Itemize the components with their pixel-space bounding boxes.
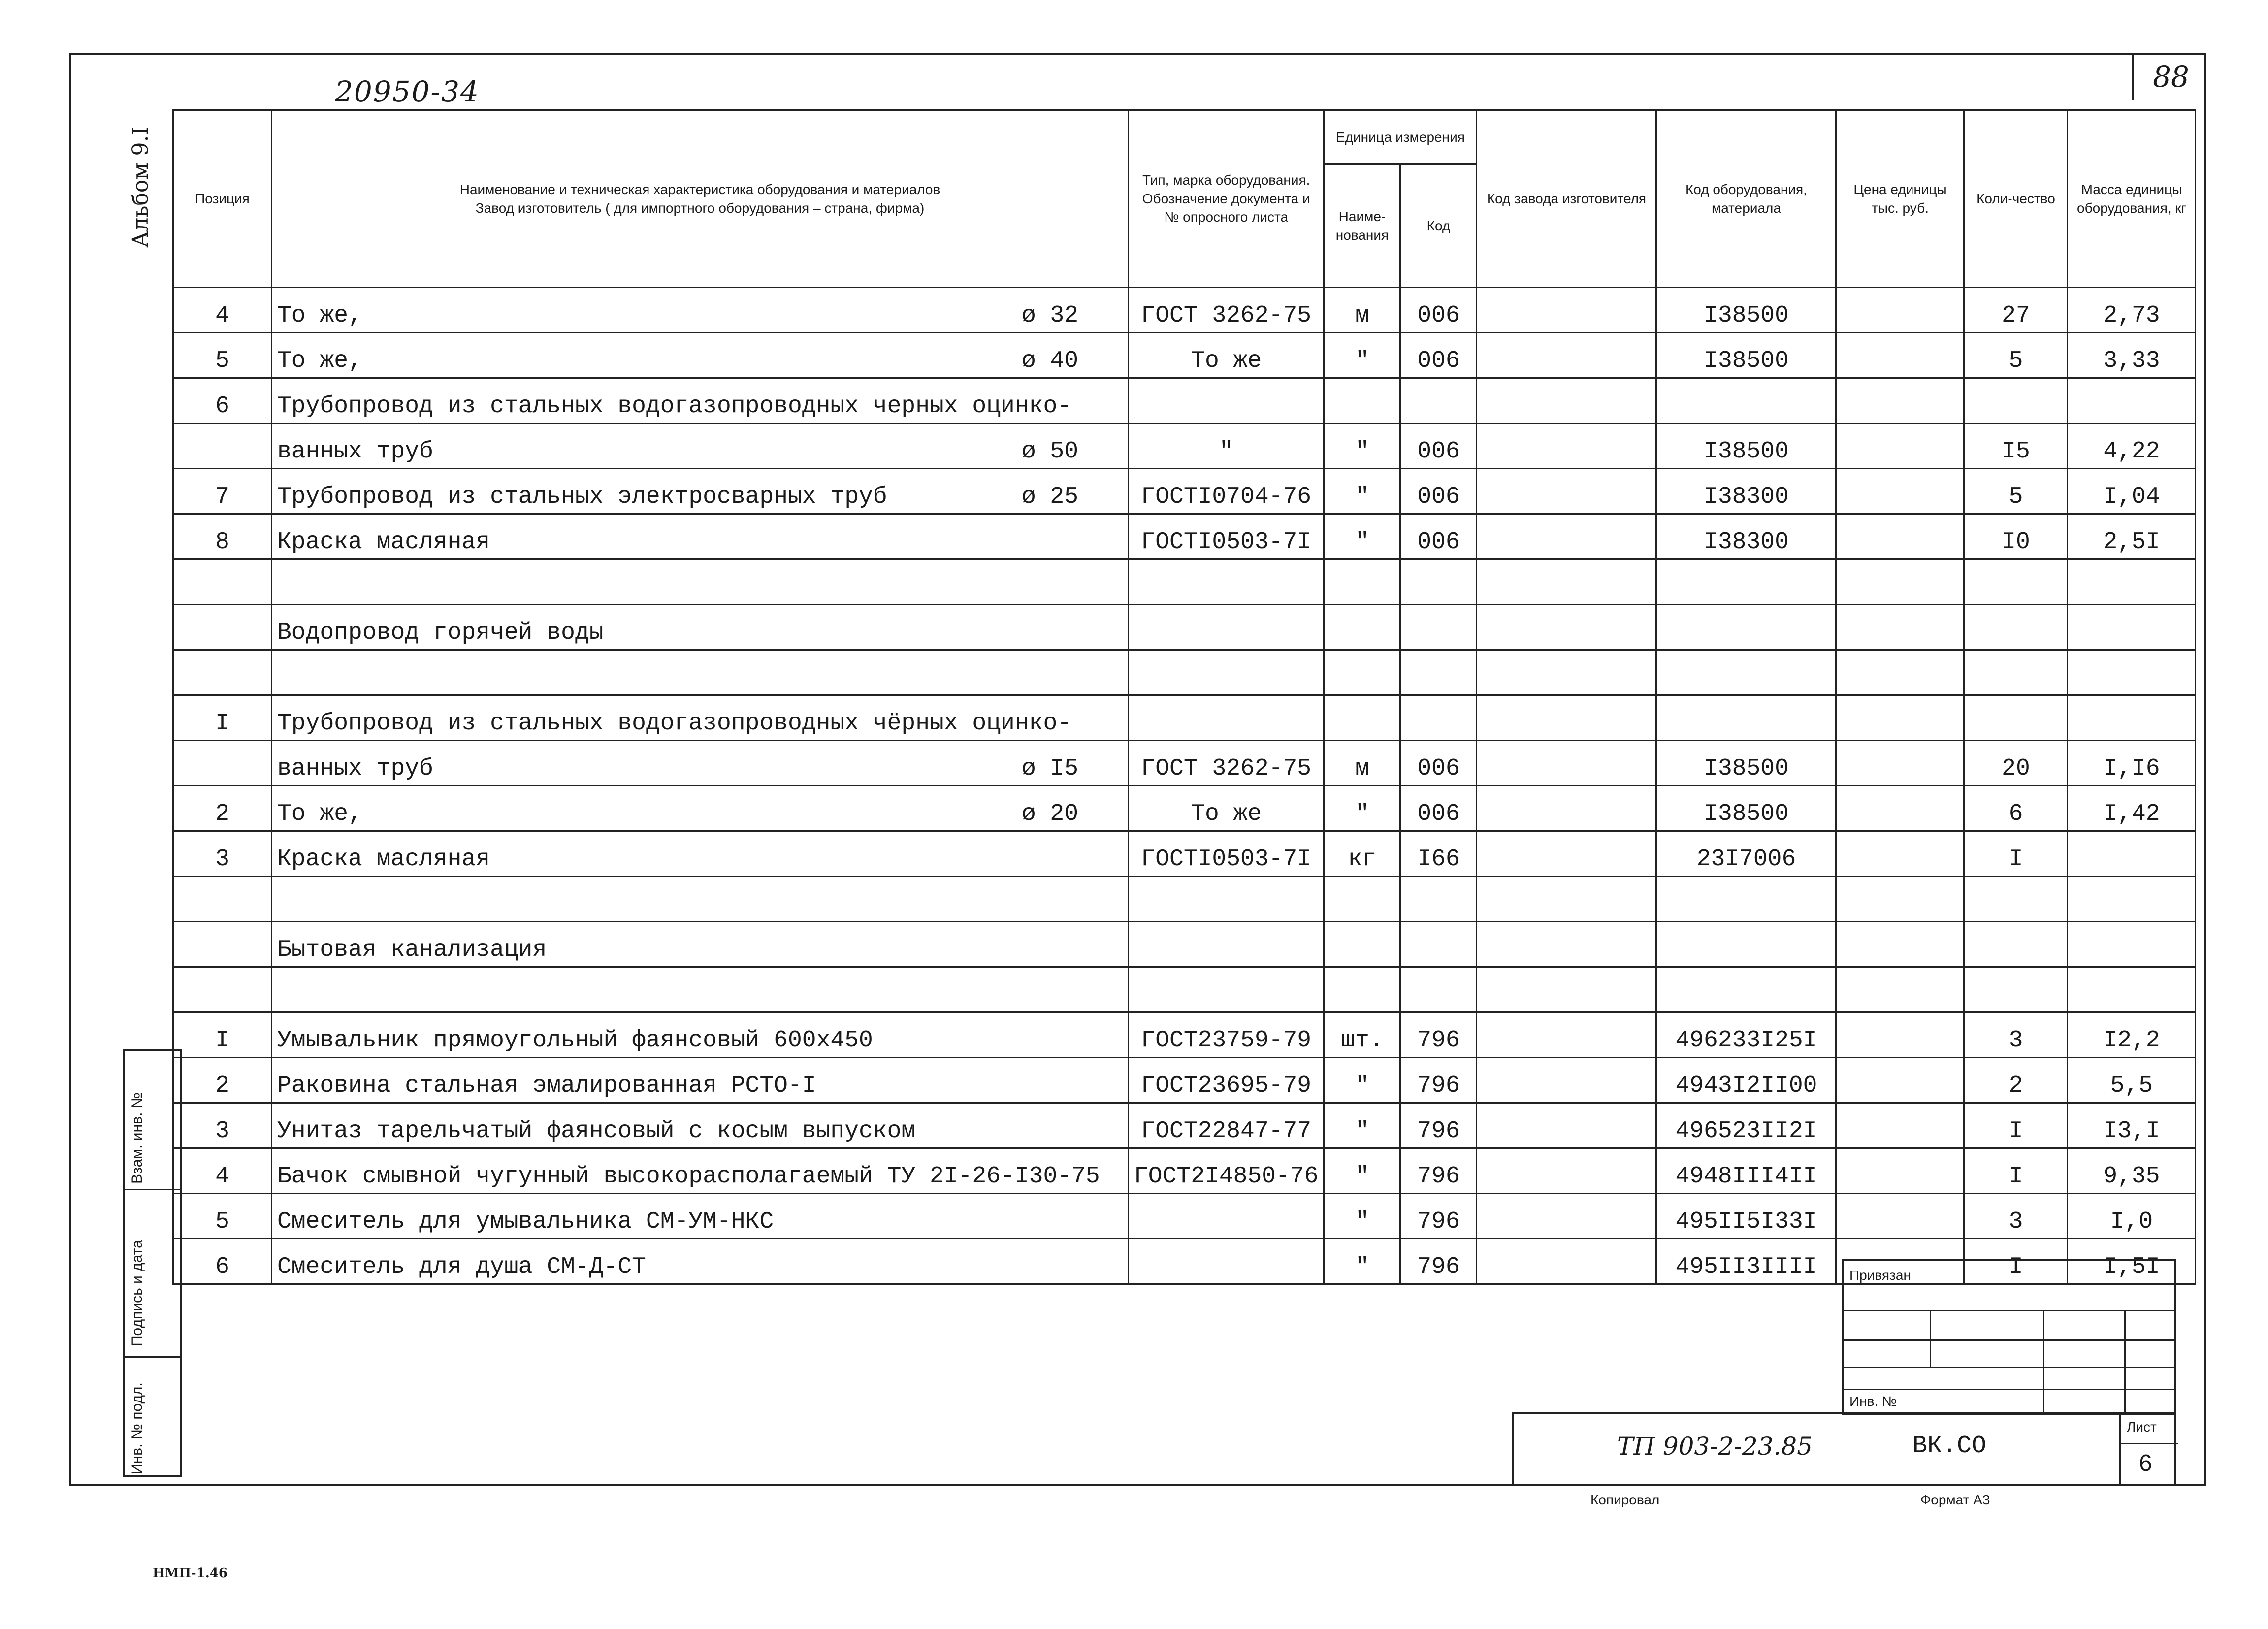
cell-mass bbox=[2068, 559, 2196, 605]
cell-price bbox=[1836, 333, 1964, 378]
cell-qty bbox=[1964, 559, 2068, 605]
cell-type bbox=[1129, 967, 1324, 1012]
cell-mass: 9,35 bbox=[2068, 1148, 2196, 1194]
cell-price bbox=[1836, 786, 1964, 831]
cell-pos: 5 bbox=[173, 333, 272, 378]
cell-mass: I,42 bbox=[2068, 786, 2196, 831]
cell-ucode: I66 bbox=[1400, 831, 1477, 877]
table-row bbox=[173, 786, 2196, 831]
cell-ecode: I38300 bbox=[1656, 469, 1836, 514]
cell-unit: м bbox=[1324, 741, 1400, 786]
cell-unit: м bbox=[1324, 288, 1400, 333]
table-row bbox=[173, 288, 2196, 333]
side-label-vzam: Взам. инв. № bbox=[129, 1092, 145, 1184]
cell-price bbox=[1836, 967, 1964, 1012]
table-row bbox=[173, 1103, 2196, 1148]
cell-mass bbox=[2068, 605, 2196, 650]
cell-ecode: I38500 bbox=[1656, 424, 1836, 469]
cell-pos: 4 bbox=[173, 288, 272, 333]
cell-name bbox=[272, 1148, 1129, 1194]
table-row bbox=[173, 650, 2196, 695]
cell-qty: 5 bbox=[1964, 469, 2068, 514]
cell-unit: шт. bbox=[1324, 1012, 1400, 1058]
cell-qty: I bbox=[1964, 1103, 2068, 1148]
cell-price bbox=[1836, 831, 1964, 877]
cell-qty bbox=[1964, 650, 2068, 695]
title-sheet-label: Лист bbox=[2127, 1419, 2157, 1434]
item-name: Трубопровод из стальных электросварных труб bbox=[277, 484, 887, 510]
cell-pos: 6 bbox=[173, 1239, 272, 1284]
cell-fcode bbox=[1477, 288, 1656, 333]
cell-name bbox=[272, 1103, 1129, 1148]
cell-qty: 6 bbox=[1964, 786, 2068, 831]
cell-price bbox=[1836, 605, 1964, 650]
cell-ecode bbox=[1656, 605, 1836, 650]
cell-ecode: 496233I25I bbox=[1656, 1012, 1836, 1058]
cell-pos bbox=[173, 650, 272, 695]
cell-pos: 3 bbox=[173, 1103, 272, 1148]
cell-type bbox=[1129, 922, 1324, 967]
cell-ecode: I38300 bbox=[1656, 514, 1836, 559]
cell-price bbox=[1836, 559, 1964, 605]
cell-pos: 7 bbox=[173, 469, 272, 514]
cell-fcode bbox=[1477, 1239, 1656, 1284]
cell-type bbox=[1129, 877, 1324, 922]
cell-price bbox=[1836, 469, 1964, 514]
stamp-inv-no: Инв. № bbox=[1849, 1394, 1897, 1409]
cell-name bbox=[272, 469, 1129, 514]
cell-type bbox=[1129, 605, 1324, 650]
table-row bbox=[173, 741, 2196, 786]
cell-name bbox=[272, 1239, 1129, 1284]
cell-mass: I2,2 bbox=[2068, 1012, 2196, 1058]
cell-type bbox=[1129, 378, 1324, 424]
item-name: Смеситель для душа СМ-Д-СТ bbox=[277, 1254, 646, 1280]
item-name: Раковина стальная эмалированная РСТО-I bbox=[277, 1073, 816, 1099]
cell-pos bbox=[173, 967, 272, 1012]
cell-fcode bbox=[1477, 424, 1656, 469]
cell-qty: I bbox=[1964, 831, 2068, 877]
cell-pos bbox=[173, 559, 272, 605]
cell-fcode bbox=[1477, 1194, 1656, 1239]
table-row bbox=[173, 424, 2196, 469]
cell-name bbox=[272, 831, 1129, 877]
cell-fcode bbox=[1477, 1148, 1656, 1194]
specification-table bbox=[172, 109, 2196, 1285]
table-row bbox=[173, 877, 2196, 922]
cell-pos: 2 bbox=[173, 1058, 272, 1103]
table-row bbox=[173, 1194, 2196, 1239]
cell-ecode bbox=[1656, 559, 1836, 605]
item-name: Бытовая канализация bbox=[277, 937, 547, 963]
cell-ecode: 4948III4II bbox=[1656, 1148, 1836, 1194]
cell-name bbox=[272, 378, 1129, 424]
item-name: ванных труб bbox=[277, 755, 433, 782]
table-row bbox=[173, 378, 2196, 424]
table-row bbox=[173, 559, 2196, 605]
cell-type: ГОСТ 3262-75 bbox=[1129, 741, 1324, 786]
header-qty: Коли-чество bbox=[1964, 110, 2068, 288]
cell-unit bbox=[1324, 922, 1400, 967]
diameter-label: ø 25 bbox=[1021, 484, 1078, 510]
cell-qty: I0 bbox=[1964, 514, 2068, 559]
cell-price bbox=[1836, 288, 1964, 333]
cell-name bbox=[272, 786, 1129, 831]
cell-name bbox=[272, 424, 1129, 469]
cell-pos bbox=[173, 424, 272, 469]
table-row bbox=[173, 922, 2196, 967]
cell-ecode: 495II3IIII bbox=[1656, 1239, 1836, 1284]
table-row bbox=[173, 1148, 2196, 1194]
cell-price bbox=[1836, 378, 1964, 424]
diameter-label: ø 50 bbox=[1021, 438, 1078, 465]
cell-unit: " bbox=[1324, 1239, 1400, 1284]
cell-fcode bbox=[1477, 967, 1656, 1012]
cell-unit: " bbox=[1324, 1148, 1400, 1194]
header-mass: Масса единицы оборудования, кг bbox=[2068, 110, 2196, 288]
cell-ucode bbox=[1400, 650, 1477, 695]
cell-ucode: 796 bbox=[1400, 1103, 1477, 1148]
item-name: Умывальник прямоугольный фаянсовый 600х450 bbox=[277, 1027, 873, 1054]
cell-pos: I bbox=[173, 695, 272, 741]
header-unit-name: Наиме-нования bbox=[1324, 164, 1400, 288]
header-unit-group: Единица измерения bbox=[1324, 110, 1477, 164]
cell-ucode: 796 bbox=[1400, 1148, 1477, 1194]
cell-unit bbox=[1324, 378, 1400, 424]
cell-ucode bbox=[1400, 922, 1477, 967]
cell-pos: 5 bbox=[173, 1194, 272, 1239]
title-sheet-value: 6 bbox=[2139, 1450, 2152, 1476]
cell-ucode bbox=[1400, 605, 1477, 650]
cell-name bbox=[272, 967, 1129, 1012]
cell-pos: 4 bbox=[173, 1148, 272, 1194]
item-name: Трубопровод из стальных водогазопроводных чёрных оцинко- bbox=[277, 710, 1072, 737]
cell-fcode bbox=[1477, 1058, 1656, 1103]
cell-unit: " bbox=[1324, 1103, 1400, 1148]
cell-unit: " bbox=[1324, 424, 1400, 469]
cell-qty: I bbox=[1964, 1239, 2068, 1284]
diameter-label: ø 32 bbox=[1021, 302, 1078, 329]
cell-ucode: 006 bbox=[1400, 333, 1477, 378]
cell-fcode bbox=[1477, 1103, 1656, 1148]
cell-fcode bbox=[1477, 333, 1656, 378]
cell-ecode bbox=[1656, 378, 1836, 424]
cell-qty bbox=[1964, 967, 2068, 1012]
side-label-podpis: Подпись и дата bbox=[129, 1240, 145, 1346]
cell-ecode: I38500 bbox=[1656, 786, 1836, 831]
title-doc-number: ТП 903-2-23.85 bbox=[1617, 1432, 1813, 1461]
cell-mass: 5,5 bbox=[2068, 1058, 2196, 1103]
item-name: То же, bbox=[277, 302, 362, 329]
cell-price bbox=[1836, 877, 1964, 922]
cell-ecode bbox=[1656, 695, 1836, 741]
cell-mass: I,5I bbox=[2068, 1239, 2196, 1284]
cell-price bbox=[1836, 695, 1964, 741]
cell-price bbox=[1836, 1103, 1964, 1148]
cell-type bbox=[1129, 650, 1324, 695]
cell-ecode bbox=[1656, 877, 1836, 922]
item-name: Трубопровод из стальных водогазопроводных черных оцинко- bbox=[277, 393, 1072, 420]
cell-unit: " bbox=[1324, 514, 1400, 559]
cell-qty bbox=[1964, 605, 2068, 650]
cell-ucode bbox=[1400, 695, 1477, 741]
cell-fcode bbox=[1477, 514, 1656, 559]
item-name: Бачок смывной чугунный высокорасполагаемый ТУ 2I-26-I30-75 bbox=[277, 1163, 1100, 1190]
cell-fcode bbox=[1477, 786, 1656, 831]
cell-fcode bbox=[1477, 469, 1656, 514]
cell-price bbox=[1836, 922, 1964, 967]
item-name: ванных труб bbox=[277, 438, 433, 465]
cell-mass: 3,33 bbox=[2068, 333, 2196, 378]
cell-name bbox=[272, 1012, 1129, 1058]
cell-qty: 2 bbox=[1964, 1058, 2068, 1103]
cell-price bbox=[1836, 1012, 1964, 1058]
cell-qty: 27 bbox=[1964, 288, 2068, 333]
cell-mass bbox=[2068, 378, 2196, 424]
cell-name bbox=[272, 695, 1129, 741]
cell-ucode bbox=[1400, 877, 1477, 922]
cell-type: " bbox=[1129, 424, 1324, 469]
cell-mass: 4,22 bbox=[2068, 424, 2196, 469]
cell-pos bbox=[173, 741, 272, 786]
cell-type bbox=[1129, 1239, 1324, 1284]
cell-mass: 2,73 bbox=[2068, 288, 2196, 333]
cell-name bbox=[272, 333, 1129, 378]
cell-qty bbox=[1964, 877, 2068, 922]
cell-ucode: 006 bbox=[1400, 288, 1477, 333]
footer-nmp: НМП-1.46 bbox=[153, 1566, 228, 1581]
footer-format: Формат А3 bbox=[1920, 1492, 1990, 1507]
cell-price bbox=[1836, 1058, 1964, 1103]
cell-name bbox=[272, 650, 1129, 695]
cell-fcode bbox=[1477, 831, 1656, 877]
table-row bbox=[173, 333, 2196, 378]
cell-fcode bbox=[1477, 559, 1656, 605]
cell-price bbox=[1836, 424, 1964, 469]
cell-pos: 6 bbox=[173, 378, 272, 424]
cell-ecode: 4943I2II00 bbox=[1656, 1058, 1836, 1103]
cell-mass bbox=[2068, 650, 2196, 695]
stamp-privyazan: Привязан bbox=[1849, 1268, 1911, 1283]
cell-name bbox=[272, 922, 1129, 967]
cell-ecode bbox=[1656, 650, 1836, 695]
cell-ucode: 006 bbox=[1400, 514, 1477, 559]
table-row bbox=[173, 1058, 2196, 1103]
cell-qty: 3 bbox=[1964, 1194, 2068, 1239]
cell-ucode bbox=[1400, 559, 1477, 605]
item-name: Краска масляная bbox=[277, 529, 490, 555]
item-name: Водопровод горячей воды bbox=[277, 619, 604, 646]
cell-fcode bbox=[1477, 741, 1656, 786]
diameter-label: ø 40 bbox=[1021, 348, 1078, 374]
cell-ecode bbox=[1656, 922, 1836, 967]
cell-price bbox=[1836, 650, 1964, 695]
diameter-label: ø I5 bbox=[1021, 755, 1078, 782]
cell-mass bbox=[2068, 922, 2196, 967]
item-name: Унитаз тарельчатый фаянсовый с косым выпуском bbox=[277, 1118, 916, 1144]
cell-qty bbox=[1964, 922, 2068, 967]
cell-ecode: 496523II2I bbox=[1656, 1103, 1836, 1148]
cell-type: ГОСТI0503-7I bbox=[1129, 831, 1324, 877]
cell-price bbox=[1836, 741, 1964, 786]
cell-fcode bbox=[1477, 650, 1656, 695]
table-row bbox=[173, 1012, 2196, 1058]
cell-pos: 3 bbox=[173, 831, 272, 877]
cell-name bbox=[272, 288, 1129, 333]
cell-price bbox=[1836, 1148, 1964, 1194]
side-label-inv-podl: Инв. № подл. bbox=[129, 1382, 145, 1474]
item-name: То же, bbox=[277, 348, 362, 374]
cell-type bbox=[1129, 559, 1324, 605]
cell-type: ГОСТI0704-76 bbox=[1129, 469, 1324, 514]
table-row bbox=[173, 469, 2196, 514]
album-label: Альбом 9.I bbox=[128, 127, 153, 248]
cell-ucode: 796 bbox=[1400, 1194, 1477, 1239]
cell-pos: I bbox=[173, 1012, 272, 1058]
cell-ecode: I38500 bbox=[1656, 288, 1836, 333]
cell-fcode bbox=[1477, 1012, 1656, 1058]
cell-name bbox=[272, 559, 1129, 605]
header-name: Наименование и техническая характеристика оборудования и материалов Завод изготовитель ( для импортного оборудования – страна, фирма) bbox=[272, 110, 1129, 288]
diameter-label: ø 20 bbox=[1021, 801, 1078, 827]
header-equipment-code: Код оборудования, материала bbox=[1656, 110, 1836, 288]
cell-type: ГОСТI0503-7I bbox=[1129, 514, 1324, 559]
header-position: Позиция bbox=[173, 110, 272, 288]
table-row bbox=[173, 831, 2196, 877]
cell-pos bbox=[173, 877, 272, 922]
cell-type: ГОСТ2I4850-76 bbox=[1129, 1148, 1324, 1194]
binding-stamp bbox=[1842, 1259, 2176, 1415]
cell-qty bbox=[1964, 695, 2068, 741]
cell-name bbox=[272, 877, 1129, 922]
cell-type bbox=[1129, 1194, 1324, 1239]
cell-fcode bbox=[1477, 922, 1656, 967]
cell-qty: I5 bbox=[1964, 424, 2068, 469]
header-price: Цена единицы тыс. руб. bbox=[1836, 110, 1964, 288]
cell-name bbox=[272, 605, 1129, 650]
cell-unit: " bbox=[1324, 1058, 1400, 1103]
cell-type: То же bbox=[1129, 333, 1324, 378]
cell-mass: I,0 bbox=[2068, 1194, 2196, 1239]
table-row bbox=[173, 605, 2196, 650]
cell-unit: кг bbox=[1324, 831, 1400, 877]
cell-mass bbox=[2068, 831, 2196, 877]
cell-ucode: 006 bbox=[1400, 786, 1477, 831]
cell-ecode: 23I7006 bbox=[1656, 831, 1836, 877]
cell-unit: " bbox=[1324, 469, 1400, 514]
cell-name bbox=[272, 1058, 1129, 1103]
sheet-number: 88 bbox=[2132, 53, 2208, 100]
cell-qty: 5 bbox=[1964, 333, 2068, 378]
cell-qty: 20 bbox=[1964, 741, 2068, 786]
header-unit-code: Код bbox=[1400, 164, 1477, 288]
header-type: Тип, марка оборудования. Обозначение документа и № опросного листа bbox=[1129, 110, 1324, 288]
cell-ecode: I38500 bbox=[1656, 333, 1836, 378]
cell-pos bbox=[173, 605, 272, 650]
cell-type: ГОСТ23695-79 bbox=[1129, 1058, 1324, 1103]
cell-fcode bbox=[1477, 378, 1656, 424]
cell-price bbox=[1836, 514, 1964, 559]
cell-mass bbox=[2068, 967, 2196, 1012]
table-row bbox=[173, 967, 2196, 1012]
cell-unit bbox=[1324, 605, 1400, 650]
cell-ucode: 006 bbox=[1400, 469, 1477, 514]
cell-type bbox=[1129, 695, 1324, 741]
cell-ucode: 796 bbox=[1400, 1012, 1477, 1058]
cell-name bbox=[272, 1194, 1129, 1239]
table-row bbox=[173, 695, 2196, 741]
cell-mass bbox=[2068, 695, 2196, 741]
cell-qty bbox=[1964, 378, 2068, 424]
footer-copied: Копировал bbox=[1590, 1492, 1660, 1507]
header-factory-code: Код завода изготовителя bbox=[1477, 110, 1656, 288]
cell-price bbox=[1836, 1194, 1964, 1239]
cell-fcode bbox=[1477, 695, 1656, 741]
cell-ucode: 796 bbox=[1400, 1058, 1477, 1103]
cell-pos: 8 bbox=[173, 514, 272, 559]
cell-fcode bbox=[1477, 877, 1656, 922]
cell-unit bbox=[1324, 967, 1400, 1012]
cell-type: ГОСТ 3262-75 bbox=[1129, 288, 1324, 333]
cell-pos bbox=[173, 922, 272, 967]
cell-unit bbox=[1324, 695, 1400, 741]
cell-name bbox=[272, 514, 1129, 559]
cell-pos: 2 bbox=[173, 786, 272, 831]
approval-side-column bbox=[123, 1049, 182, 1477]
cell-mass: I3,I bbox=[2068, 1103, 2196, 1148]
title-block bbox=[1512, 1412, 2176, 1486]
cell-unit bbox=[1324, 650, 1400, 695]
item-name: Краска масляная bbox=[277, 846, 490, 873]
cell-unit bbox=[1324, 877, 1400, 922]
cell-mass bbox=[2068, 877, 2196, 922]
document-reference: 20950-34 bbox=[335, 75, 480, 108]
cell-ucode: 006 bbox=[1400, 424, 1477, 469]
cell-mass: I,I6 bbox=[2068, 741, 2196, 786]
cell-unit bbox=[1324, 559, 1400, 605]
cell-ecode: 495II5I33I bbox=[1656, 1194, 1836, 1239]
table-row bbox=[173, 514, 2196, 559]
item-name: Смеситель для умывальника СМ-УМ-НКС bbox=[277, 1208, 774, 1235]
cell-name bbox=[272, 741, 1129, 786]
cell-ucode bbox=[1400, 967, 1477, 1012]
cell-ucode: 006 bbox=[1400, 741, 1477, 786]
cell-ecode: I38500 bbox=[1656, 741, 1836, 786]
cell-ucode bbox=[1400, 378, 1477, 424]
cell-unit: " bbox=[1324, 333, 1400, 378]
title-code: ВК.СО bbox=[1912, 1432, 1987, 1460]
cell-unit: " bbox=[1324, 786, 1400, 831]
cell-qty: I bbox=[1964, 1148, 2068, 1194]
cell-fcode bbox=[1477, 605, 1656, 650]
cell-mass: 2,5I bbox=[2068, 514, 2196, 559]
cell-mass: I,04 bbox=[2068, 469, 2196, 514]
cell-qty: 3 bbox=[1964, 1012, 2068, 1058]
cell-type: То же bbox=[1129, 786, 1324, 831]
item-name: То же, bbox=[277, 801, 362, 827]
cell-ucode: 796 bbox=[1400, 1239, 1477, 1284]
cell-type: ГОСТ23759-79 bbox=[1129, 1012, 1324, 1058]
cell-ecode bbox=[1656, 967, 1836, 1012]
cell-unit: " bbox=[1324, 1194, 1400, 1239]
cell-type: ГОСТ22847-77 bbox=[1129, 1103, 1324, 1148]
